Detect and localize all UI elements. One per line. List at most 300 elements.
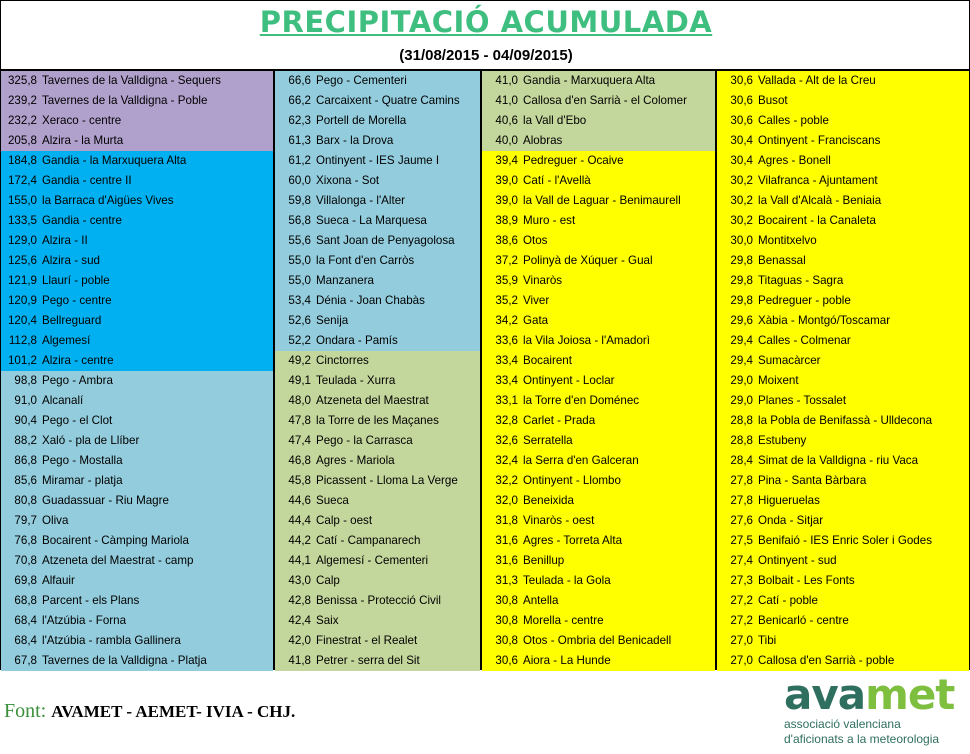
station-name: Alzira - II [42,234,88,247]
station-name: Catí - Campanarech [316,534,421,547]
table-row [1,351,273,371]
table-row [1,331,273,351]
precip-value: 31,6 [495,554,518,567]
table-row [717,131,969,151]
station-name: Estubeny [758,434,807,447]
station-name: Ontinyent - IES Jaume I [316,154,440,167]
table-row [482,211,715,231]
table-row [717,571,969,591]
table-row [717,271,969,291]
table-row [717,351,969,371]
precip-value: 40,0 [495,134,518,147]
table-row [482,191,715,211]
precip-value: 30,6 [495,654,518,667]
station-name: Gandia - la Marxuquera Alta [42,154,187,167]
table-row [717,491,969,511]
station-name: Senija [316,314,349,327]
station-name: Alzira - sud [42,254,100,267]
station-name: Pina - Santa Bàrbara [758,474,867,487]
station-name: Callosa d'en Sarrià - el Colomer [523,94,687,107]
station-name: Bocairent [523,354,572,367]
station-name: Benissa - Protecció Civil [316,594,441,607]
station-name: Catí - poble [758,594,818,607]
precip-value: 44,4 [288,514,311,527]
table-row [482,291,715,311]
precip-value: 30,8 [495,614,518,627]
station-name: Otos - Ombria del Benicadell [523,634,672,647]
precip-value: 37,2 [495,254,518,267]
station-name: Atzeneta del Maestrat [316,394,429,407]
table-row [717,331,969,351]
precip-value: 33,4 [495,374,518,387]
table-row [482,451,715,471]
table-row [717,91,969,111]
table-row [717,231,969,251]
precip-value: 205,8 [7,134,37,147]
table-row [482,391,715,411]
precip-value: 33,4 [495,354,518,367]
table-row [1,191,273,211]
precip-value: 86,8 [14,454,37,467]
table-row [482,571,715,591]
station-name: Pego - centre [42,294,112,307]
precip-value: 42,4 [288,614,311,627]
table-row [1,371,273,391]
precip-value: 62,3 [288,114,311,127]
precip-value: 55,0 [288,254,311,267]
precip-value: 29,4 [730,354,753,367]
table-row [717,531,969,551]
station-name: Alcanalí [42,394,84,407]
station-name: Finestrat - el Realet [316,634,418,647]
table-row [275,311,480,331]
table-row [717,411,969,431]
table-row [482,151,715,171]
station-name: Ondara - Pamís [316,334,398,347]
table-row [482,491,715,511]
table-row [275,611,480,631]
table-row [275,631,480,651]
station-name: Benifaió - IES Enric Soler i Godes [758,534,932,547]
precip-value: 30,2 [730,194,753,207]
station-name: Polinyà de Xúquer - Gual [523,254,653,267]
station-name: Viver [523,294,550,307]
column-4 [717,71,969,669]
precip-value: 44,1 [288,554,311,567]
station-name: Calp - oest [316,514,373,527]
station-name: Benicarló - centre [758,614,849,627]
table-row [275,191,480,211]
precip-value: 28,8 [730,414,753,427]
station-name: Cinctorres [316,354,369,367]
precip-value: 38,6 [495,234,518,247]
table-row [275,71,480,91]
table-row [275,151,480,171]
precip-value: 32,4 [495,454,518,467]
station-name: la Barraca d'Aigües Vives [42,194,174,207]
table-row [1,111,273,131]
station-name: Serratella [523,434,573,447]
precip-value: 30,6 [730,114,753,127]
table-row [275,411,480,431]
station-name: la Vall d'Alcalà - Beniaia [758,194,882,207]
station-name: Morella - centre [523,614,604,627]
table-row [275,551,480,571]
precip-value: 47,8 [288,414,311,427]
station-name: Alzira - centre [42,354,114,367]
precip-value: 80,8 [14,494,37,507]
station-name: Benassal [758,254,806,267]
precip-value: 32,2 [495,474,518,487]
table-row [482,471,715,491]
precip-value: 70,8 [14,554,37,567]
header [0,0,970,70]
station-name: Simat de la Valldigna - riu Vaca [758,454,919,467]
table-row [1,531,273,551]
table-row [482,511,715,531]
precip-value: 28,8 [730,434,753,447]
precip-value: 49,2 [288,354,311,367]
precip-value: 34,2 [495,314,518,327]
precip-value: 48,0 [288,394,311,407]
table-row [1,211,273,231]
precip-value: 67,8 [14,654,37,667]
table-row [1,171,273,191]
precip-value: 42,0 [288,634,311,647]
logo-line-1: associació valenciana [784,717,901,731]
precip-value: 29,0 [730,394,753,407]
precip-value: 32,0 [495,494,518,507]
table-row [1,611,273,631]
precip-value: 129,0 [7,234,37,247]
table-row [717,191,969,211]
precip-value: 27,2 [730,614,753,627]
precip-value: 52,2 [288,334,311,347]
table-row [275,391,480,411]
station-name: la Vall d'Ebo [523,114,587,127]
table-row [482,91,715,111]
precip-value: 47,4 [288,434,311,447]
precip-value: 101,2 [7,354,37,367]
station-name: Sumacàrcer [758,354,821,367]
precip-value: 40,6 [495,114,518,127]
precip-value: 90,4 [14,414,37,427]
table-row [1,271,273,291]
column-1 [1,71,275,669]
table-row [717,431,969,451]
column-3 [482,71,717,669]
precip-value: 30,4 [730,154,753,167]
station-name: l'Atzúbia - rambla Gallinera [42,634,181,647]
table-row [717,511,969,531]
table-row [1,511,273,531]
table-row [1,571,273,591]
station-name: Antella [523,594,559,607]
station-name: Pego - Ambra [42,374,113,387]
station-name: Montitxelvo [758,234,817,247]
station-name: Alfauir [42,574,75,587]
precip-value: 28,4 [730,454,753,467]
precip-value: 41,0 [495,74,518,87]
station-name: Sueca - La Marquesa [316,214,427,227]
station-name: Ontinyent - sud [758,554,837,567]
station-name: Portell de Morella [316,114,407,127]
station-name: Vinaròs [523,274,563,287]
precip-value: 53,4 [288,294,311,307]
precip-value: 27,2 [730,594,753,607]
station-name: Titaguas - Sagra [758,274,844,287]
precip-value: 60,0 [288,174,311,187]
station-name: Tavernes de la Valldigna - Sequers [42,74,221,87]
table-row [1,451,273,471]
precip-value: 30,2 [730,214,753,227]
station-name: Dénia - Joan Chabàs [316,294,425,307]
station-name: Barx - la Drova [316,134,394,147]
station-name: Ontinyent - Loclar [523,374,615,387]
table-row [717,391,969,411]
station-name: Vinaròs - oest [523,514,595,527]
table-row [1,291,273,311]
logo-line-2: d'aficionats a la meteorologia [784,732,940,746]
table-row [275,591,480,611]
table-row [1,391,273,411]
table-row [275,211,480,231]
precip-value: 32,6 [495,434,518,447]
table-row [482,171,715,191]
station-name: Calles - poble [758,114,829,127]
precip-value: 33,6 [495,334,518,347]
precip-value: 35,2 [495,294,518,307]
precip-value: 44,2 [288,534,311,547]
precip-value: 31,3 [495,574,518,587]
table-row [482,591,715,611]
station-name: Guadassuar - Riu Magre [42,494,169,507]
table-row [717,611,969,631]
station-name: Atzeneta del Maestrat - camp [42,554,194,567]
precip-value: 232,2 [7,114,37,127]
table-row [275,171,480,191]
station-name: Gandia - Marxuquera Alta [523,74,656,87]
precip-value: 76,8 [14,534,37,547]
station-name: la Torre de les Maçanes [316,414,439,427]
table-row [275,451,480,471]
station-name: Algemesí - Cementeri [316,554,429,567]
precip-value: 27,6 [730,514,753,527]
table-row [717,111,969,131]
precip-value: 59,8 [288,194,311,207]
station-name: Pedreguer - Ocaive [523,154,624,167]
station-name: Tavernes de la Valldigna - Platja [42,654,207,667]
precip-value: 29,8 [730,274,753,287]
table-row [275,431,480,451]
precip-value: 68,8 [14,594,37,607]
source-label: Font: [4,700,47,722]
precip-value: 325,8 [7,74,37,87]
station-name: Xaló - pla de Llíber [42,434,140,447]
station-name: Xixona - Sot [316,174,380,187]
source-credit [4,700,295,723]
station-name: Pego - la Carrasca [316,434,413,447]
table-row [1,151,273,171]
station-name: la Vila Joiosa - l'Amadorì [523,334,651,347]
table-row [717,591,969,611]
table-row [482,331,715,351]
station-name: Petrer - serra del Sit [316,654,420,667]
column-2 [275,71,482,669]
precip-value: 120,4 [7,314,37,327]
precip-value: 55,0 [288,274,311,287]
table-row [482,371,715,391]
avamet-logo [784,670,955,746]
table-row [482,351,715,371]
station-name: Vilafranca - Ajuntament [758,174,878,187]
table-row [717,211,969,231]
station-name: Alzira - la Murta [42,134,124,147]
table-row [482,551,715,571]
station-name: Gandia - centre II [42,174,132,187]
table-row [1,231,273,251]
precip-value: 68,4 [14,614,37,627]
station-name: Otos [523,234,548,247]
station-name: Calles - Colmenar [758,334,851,347]
station-name: Pego - Mostalla [42,454,123,467]
station-name: Xeraco - centre [42,114,122,127]
station-name: Oliva [42,514,69,527]
precip-value: 98,8 [14,374,37,387]
precip-value: 184,8 [7,154,37,167]
precip-value: 27,8 [730,494,753,507]
table-row [717,171,969,191]
precip-value: 29,0 [730,374,753,387]
station-name: Sueca [316,494,349,507]
table-row [1,71,273,91]
precip-value: 49,1 [288,374,311,387]
table-row [717,311,969,331]
precip-value: 112,8 [8,334,37,347]
precip-value: 31,8 [495,514,518,527]
precip-value: 68,4 [14,634,37,647]
table-row [275,271,480,291]
precip-value: 55,6 [288,234,311,247]
precip-value: 39,0 [495,174,518,187]
precip-value: 61,3 [288,134,311,147]
precip-value: 121,9 [7,274,37,287]
table-row [717,471,969,491]
station-name: Picassent - Lloma La Verge [316,474,458,487]
precip-value: 30,4 [730,134,753,147]
table-row [482,611,715,631]
precip-value: 39,4 [495,154,518,167]
station-name: la Vall de Laguar - Benimaurell [523,194,681,207]
precip-value: 30,8 [495,634,518,647]
precip-value: 30,6 [730,74,753,87]
table-row [717,371,969,391]
source-list: AVAMET - AEMET- IVIA - CHJ. [51,702,296,721]
table-row [1,411,273,431]
station-name: la Font d'en Carròs [316,254,415,267]
table-row [482,231,715,251]
precip-value: 27,0 [730,634,753,647]
station-name: Teulada - Xurra [316,374,396,387]
station-name: Pego - Cementeri [316,74,407,87]
station-name: Agres - Torreta Alta [523,534,623,547]
station-name: la Serra d'en Galceran [523,454,639,467]
station-name: Pedreguer - poble [758,294,851,307]
station-name: Xàbia - Montgó/Toscamar [758,314,891,327]
table-row [482,71,715,91]
precip-value: 41,8 [288,654,311,667]
table-row [482,411,715,431]
station-name: Miramar - platja [42,474,123,487]
table-row [1,631,273,651]
table-row [1,551,273,571]
table-row [482,431,715,451]
station-name: Saix [316,614,339,627]
station-name: la Torre d'en Doménec [523,394,640,407]
table-row [275,131,480,151]
precipitation-table [0,70,970,670]
precip-value: 79,7 [14,514,37,527]
table-row [482,271,715,291]
table-row [1,471,273,491]
precip-value: 30,2 [730,174,753,187]
table-row [717,291,969,311]
table-row [1,491,273,511]
station-name: Catí - l'Avellà [523,174,591,187]
table-row [275,291,480,311]
table-row [717,251,969,271]
table-row [1,651,273,671]
precip-value: 85,6 [14,474,37,487]
table-row [717,551,969,571]
precip-value: 35,9 [495,274,518,287]
table-row [275,651,480,671]
table-row [1,91,273,111]
station-name: Manzanera [316,274,375,287]
precip-value: 29,8 [730,294,753,307]
table-row [482,131,715,151]
table-row [482,251,715,271]
precip-value: 27,3 [730,574,753,587]
station-name: Villalonga - l'Alter [316,194,405,207]
station-name: Llaurí - poble [42,274,110,287]
station-name: Moixent [758,374,799,387]
table-row [275,331,480,351]
precip-value: 56,8 [288,214,311,227]
precip-value: 30,6 [730,94,753,107]
station-name: Busot [758,94,788,107]
station-name: Calp [316,574,340,587]
logo-wordmark [784,670,955,719]
station-name: Carcaixent - Quatre Camins [316,94,460,107]
precip-value: 45,8 [288,474,311,487]
precip-value: 33,1 [495,394,518,407]
station-name: Carlet - Prada [523,414,596,427]
table-row [717,451,969,471]
logo-word-a: ava [784,670,866,719]
table-row [275,371,480,391]
station-name: Bocairent - la Canaleta [758,214,876,227]
station-name: Algemesí [42,334,91,347]
station-name: Ontinyent - Llombo [523,474,621,487]
precip-value: 27,0 [730,654,753,667]
station-name: la Pobla de Benifassà - Ulldecona [758,414,933,427]
table-row [482,531,715,551]
precip-value: 88,2 [14,434,37,447]
precip-value: 61,2 [288,154,311,167]
table-row [1,431,273,451]
precip-value: 120,9 [7,294,37,307]
